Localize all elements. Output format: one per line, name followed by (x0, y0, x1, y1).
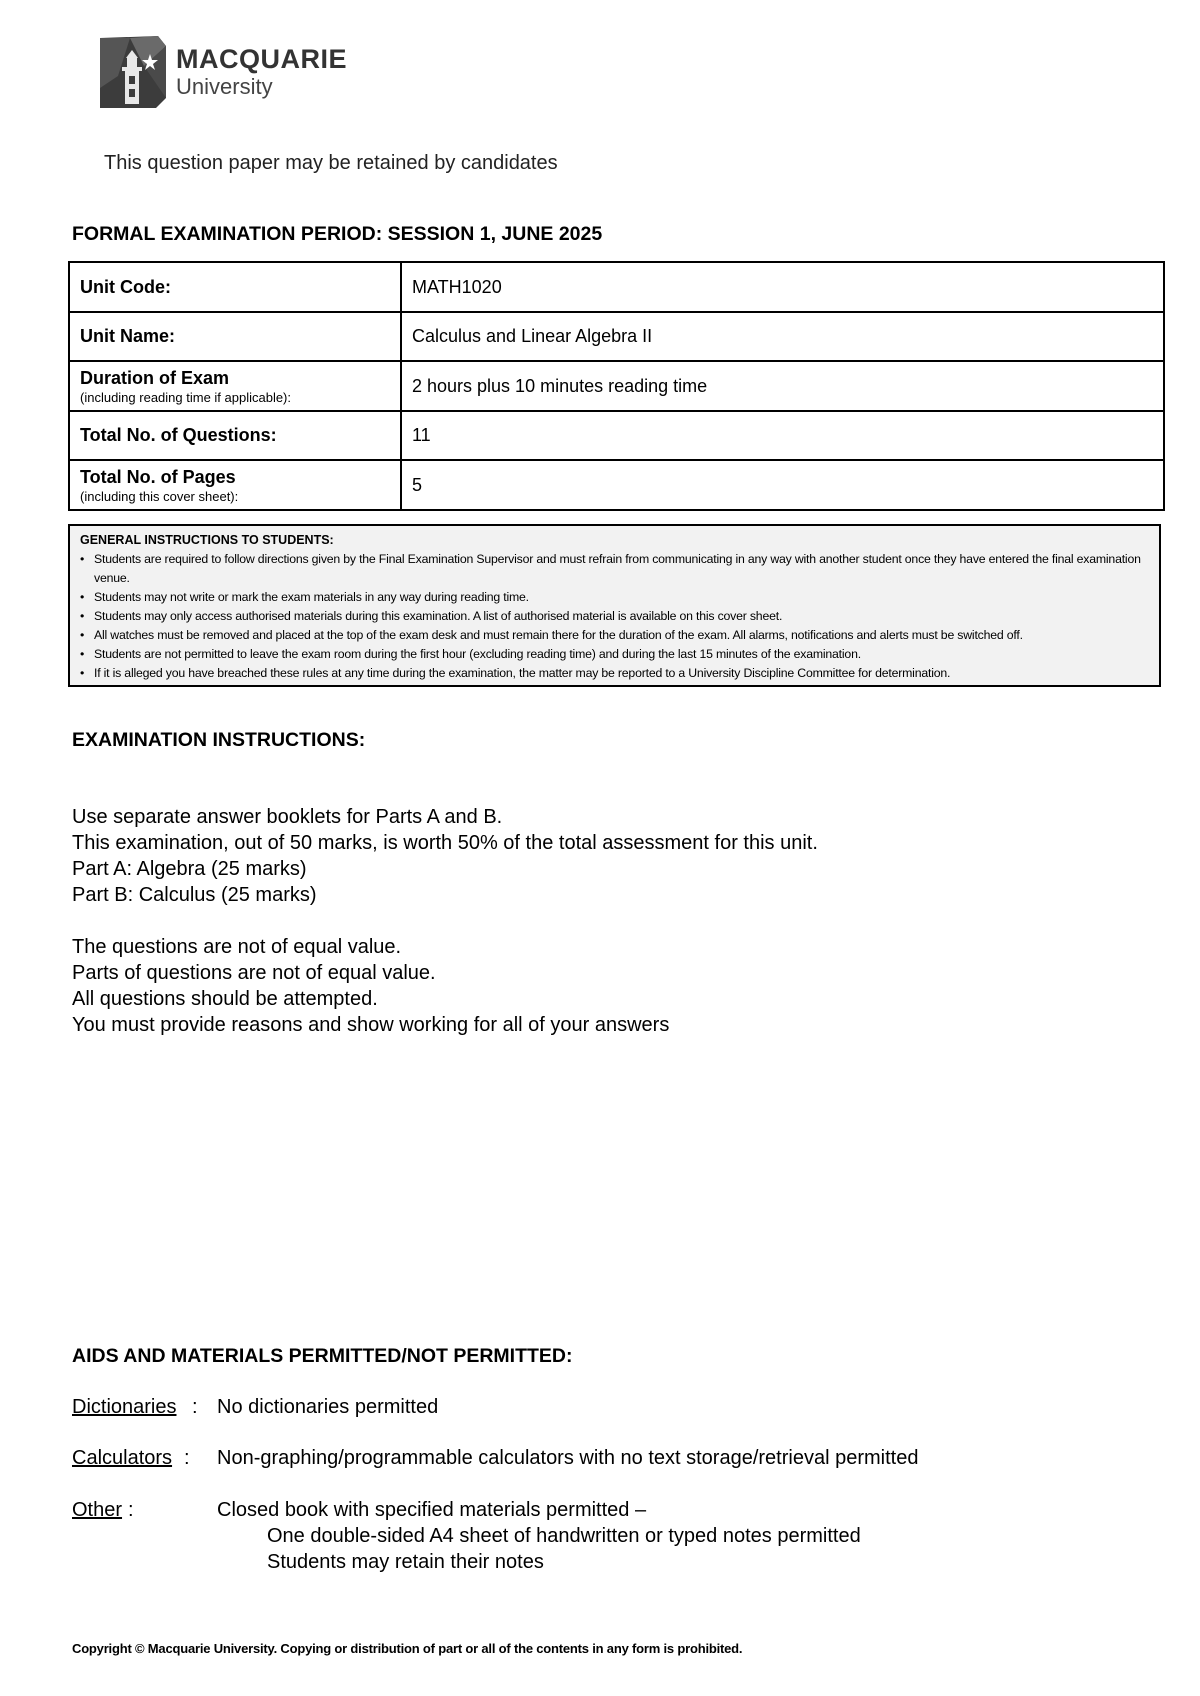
general-instruction-item: • If it is alleged you have breached these rules at any time during the examination, the matter may be reported to a University Discipline Committee for determination. (80, 664, 1151, 683)
aid-text-other-block (217, 1497, 861, 1575)
copyright-notice: Copyright © Macquarie University. Copying or distribution of part or all of the contents in any form is prohibited. (72, 1641, 743, 1656)
aid-text-other-sub: One double-sided A4 sheet of handwritten or typed notes permitted (267, 1525, 861, 1547)
row-unit-code (69, 262, 1164, 312)
exam-instruction-line: This examination, out of 50 marks, is worth 50% of the total assessment for this unit. (72, 832, 818, 854)
aid-label-dictionaries: Dictionaries (72, 1396, 177, 1418)
duration-label-cell (69, 361, 401, 411)
general-instruction-item: • All watches must be removed and placed at the top of the exam desk and must remain there for the duration of the exam. All alarms, notifications and alerts must be switched off. (80, 626, 1151, 645)
logo-subtitle: University (176, 74, 273, 99)
exam-instructions-paragraph (72, 804, 818, 908)
general-instruction-item: • Students are required to follow directions given by the Final Examination Supervisor and must refrain from communicating in any way with another student once they have entered the final examination venue. (80, 550, 1151, 588)
exam-instructions-heading: EXAMINATION INSTRUCTIONS: (72, 729, 366, 751)
duration-label: Duration of Exam (80, 367, 230, 388)
aids-heading: AIDS AND MATERIALS PERMITTED/NOT PERMITTED: (72, 1345, 573, 1367)
questions-value: 11 (401, 411, 1164, 460)
general-instructions-box (68, 524, 1161, 687)
university-logo (100, 36, 347, 108)
duration-sublabel: (including reading time if applicable): (80, 389, 292, 405)
unit-name-label: Unit Name: (69, 312, 401, 361)
row-pages (69, 460, 1164, 510)
exam-instruction-line: You must provide reasons and show working for all of your answers (72, 1014, 670, 1036)
general-instructions-list (80, 550, 1151, 683)
exam-details-table (68, 261, 1165, 511)
exam-period-heading: FORMAL EXAMINATION PERIOD: SESSION 1, JUNE 2025 (72, 223, 603, 245)
exam-instruction-line: Part B: Calculus (25 marks) (72, 884, 317, 906)
aid-text-other: Closed book with specified materials permitted – (217, 1499, 647, 1521)
lighthouse-shield-icon (100, 36, 166, 108)
retain-note: This question paper may be retained by candidates (104, 152, 558, 174)
pages-label-cell (69, 460, 401, 510)
pages-sublabel: (including this cover sheet): (80, 488, 239, 504)
unit-code-label: Unit Code: (69, 262, 401, 312)
row-duration (69, 361, 1164, 411)
questions-label: Total No. of Questions: (69, 411, 401, 460)
row-unit-name (69, 312, 1164, 361)
aid-label-calculators-wrap (72, 1445, 172, 1471)
row-questions (69, 411, 1164, 460)
aid-text-calculators: Non-graphing/programmable calculators with no text storage/retrieval permitted (217, 1447, 919, 1469)
general-instructions-title: GENERAL INSTRUCTIONS TO STUDENTS: (80, 533, 334, 547)
general-instruction-item: • Students are not permitted to leave the exam room during the first hour (excluding reading time) and during the last 15 minutes of the examination. (80, 645, 1151, 664)
aid-colon: : (184, 1447, 190, 1469)
logo-name: MACQUARIE (176, 44, 347, 74)
exam-instruction-line: All questions should be attempted. (72, 988, 378, 1010)
exam-instruction-line: Part A: Algebra (25 marks) (72, 858, 307, 880)
aid-label-calculators: Calculators (72, 1447, 173, 1469)
unit-name-value: Calculus and Linear Algebra II (401, 312, 1164, 361)
aid-label-other-wrap (72, 1497, 122, 1523)
aid-label-dictionaries-wrap (72, 1394, 176, 1420)
aid-label-other: Other (72, 1499, 123, 1521)
aid-text-other-sub: Students may retain their notes (267, 1551, 544, 1573)
pages-label: Total No. of Pages (80, 466, 236, 487)
exam-instruction-line: The questions are not of equal value. (72, 936, 402, 958)
aid-colon: : (128, 1499, 134, 1521)
unit-code-value: MATH1020 (401, 262, 1164, 312)
exam-instructions-body (72, 804, 818, 1064)
exam-instruction-line: Parts of questions are not of equal value. (72, 962, 436, 984)
general-instruction-item: • Students may only access authorised materials during this examination. A list of authorised material is available on this cover sheet. (80, 607, 1151, 626)
aid-colon: : (192, 1396, 198, 1418)
exam-instructions-paragraph (72, 934, 818, 1038)
exam-instruction-line: Use separate answer booklets for Parts A and B. (72, 806, 503, 828)
general-instruction-item: • Students may not write or mark the exam materials in any way during reading time. (80, 588, 1151, 607)
duration-value: 2 hours plus 10 minutes reading time (401, 361, 1164, 411)
aid-text-dictionaries: No dictionaries permitted (217, 1396, 439, 1418)
pages-value: 5 (401, 460, 1164, 510)
